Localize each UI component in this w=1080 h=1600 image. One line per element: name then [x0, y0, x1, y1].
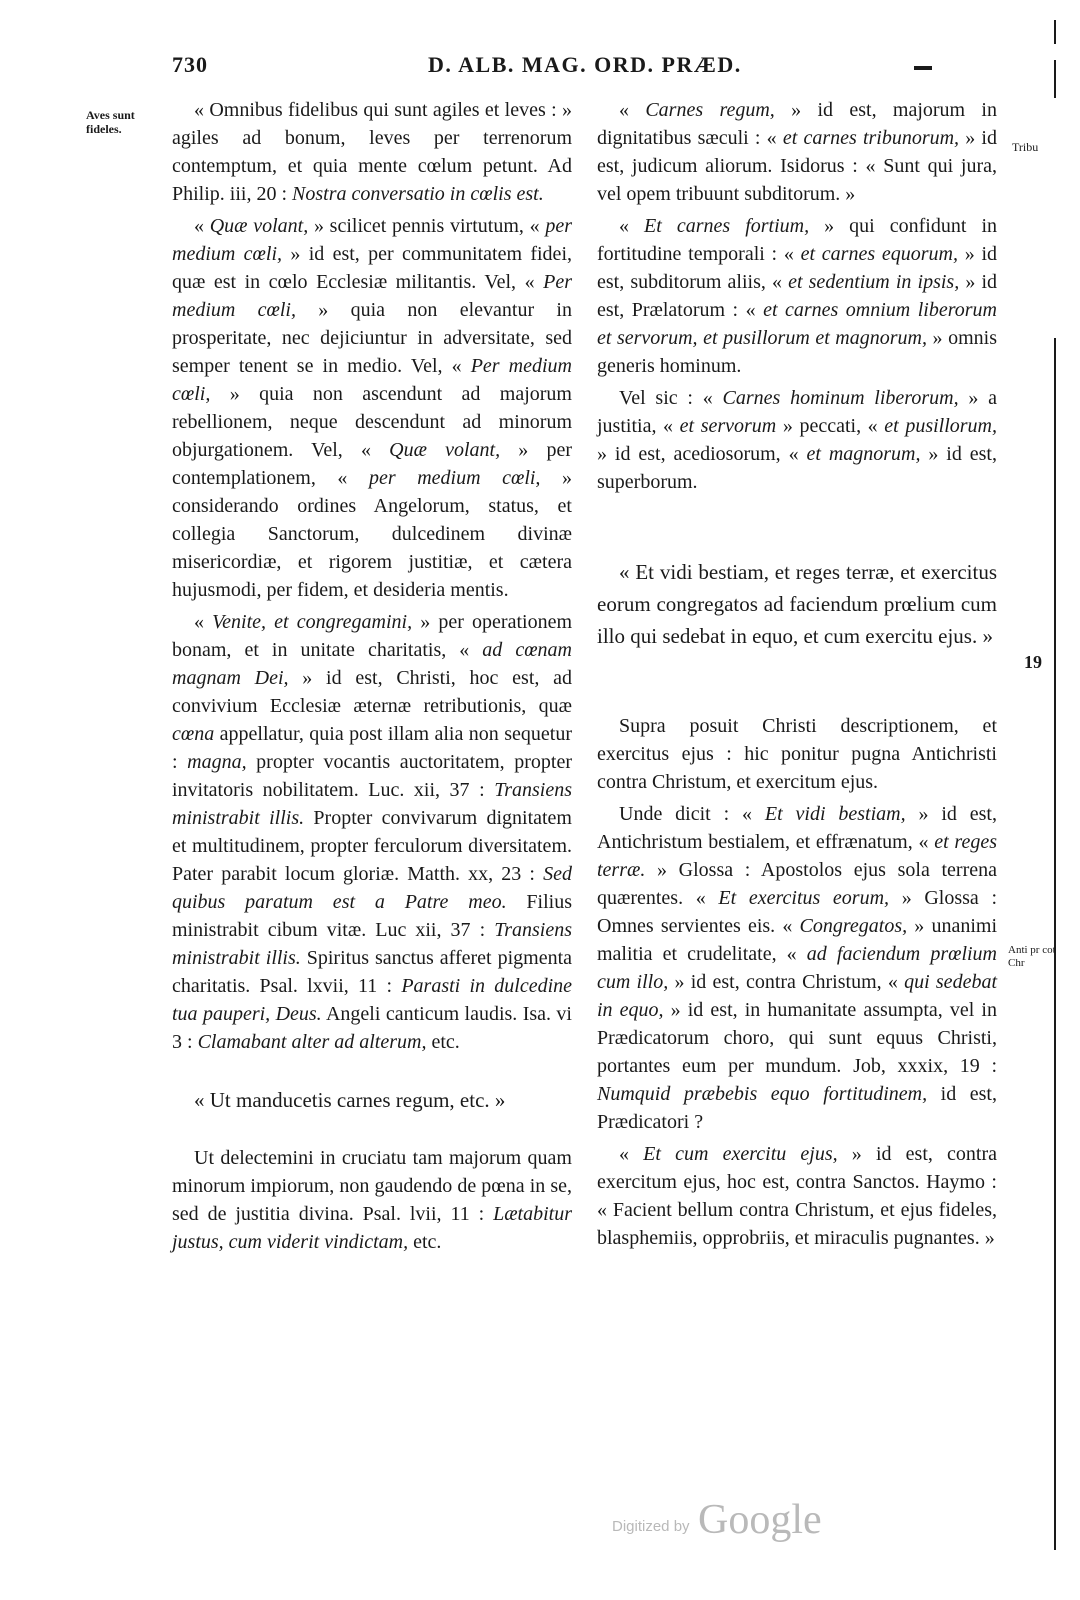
paragraph: Unde dicit : « Et vidi bestiam, » id est, Antichristum bestialem, et effrænatum, « et reges terræ. » Glossa : Apostolos ejus sola terrena quærentes. « Et exercitus eorum, » Glossa : Omnes servientes eis. « Congregatos, » unanimi malitia et crudelitate, « ad faciendum prœlium cum illo, » id est, contra Christum, « qui sedebat in equo, » id est, in humanitate assumpta, vel in Prædicatorum choro, qui sunt equus Christi, portantes eum per mundum. Job, xxxix, 19 : Numquid præbebis equo fortitudinem, id est, Prædicatori ?	[597, 803, 998, 1133]
running-head: D. ALB. MAG. ORD. PRÆD.	[428, 52, 742, 77]
header-dash	[914, 66, 932, 70]
paragraph: « Et carnes fortium, » qui confidunt in fortitudine temporali : « et carnes equorum, » id est, subditorum aliis, « et sedentium in ipsis, » id est, Prælatorum : « et carnes omnium liberorum et servorum, et pusillorum et magnorum, » omnis generis hominum.	[597, 215, 998, 377]
paragraph: « Quæ volant, » scilicet pennis virtutum, « per medium cœli, » id est, per communitatem fidei, quæ est in cœlo Ecclesiæ militantis. Vel, « Per medium cœli, » quia non elevantur in prosperitate, nec dejiciuntur in adversitate, sed semper tenent se in medio. Vel, « Per medium cœli, » quia non ascendunt ad majorum rebellionem, neque descendunt ad minorum objurgationem. Vel, « Quæ volant, » per contemplationem, « per medium cœli, » considerando ordines Angelorum, status, et collegia Sanctorum, dulcedinem divinæ misericordiæ, et rigorem justitiæ, et cætera hujusmodi, per fidem, et desideria mentis.	[172, 215, 573, 601]
margin-note-right-2: Anti pr cot Chr	[1008, 944, 1056, 969]
paragraph: Ut delectemini in cruciatu tam majorum quam minorum impiorum, non gaudendo de pœna in se, sed de justitia divina. Psal. lvii, 11 : Lætabitur justus, cum viderit vindictam, etc.	[172, 1147, 572, 1253]
verse-quote: « Et vidi bestiam, et reges terræ, et exercitus eorum congregatos ad faciendum prœlium cum illo qui sedebat in equo, et cum exercitu ejus. »	[597, 560, 997, 648]
margin-note-left: Aves sunt fideles.	[86, 108, 135, 136]
paragraph: « Omnibus fidelibus qui sunt agiles et leves : » agiles ad bonum, leves per terrenorum contemptum, et quia mente cœlum petunt. Ad Philip. iii, 20 : Nostra conversatio in cœlis est.	[172, 99, 572, 205]
paragraph: « Carnes regum, » id est, majorum in dignitatibus sæculi : « et carnes tribunorum, » id est, judicum aliorum. Isidorus : « Sunt qui jura, vel opem tribuunt subditorum. »	[597, 99, 997, 205]
digitized-watermark	[612, 1496, 832, 1546]
page-header	[0, 52, 1080, 86]
verse-quote: « Ut manducetis carnes regum, etc. »	[194, 1088, 506, 1112]
paragraph: « Venite, et congregamini, » per operationem bonam, et in unitate charitatis, « ad cœnam magnam Dei, » id est, Christi, hoc est, ad convivium Ecclesiæ æternæ retributionis, quæ cœna appellatur, quia post illam alia non sequetur : magna, propter vocantis auctoritatem, propter invitatoris nobilitatem. Luc. xii, 37 : Transiens ministrabit illis. Propter convivarum dignitatem et multitudinem, propter ferculorum diversitatem. Pater parabit locum gloriæ. Matth. xx, 23 : Sed quibus paratum est a Patre meo. Filius ministrabit cibum vitæ. Luc xii, 37 : Transiens ministrabit illis. Spiritus sanctus afferet pigmenta charitatis. Psal. lxvii, 11 : Parasti in dulcedine tua pauperi, Deus. Angeli canticum laudis. Isa. vi 3 : Clamabant alter ad alterum, etc.	[172, 611, 573, 1053]
margin-note-right: Tribu	[1012, 140, 1039, 154]
paragraph: « Et cum exercitu ejus, » id est, contra exercitum ejus, hoc est, contra Sanctos. Haymo : « Facient bellum contra Christum, et ejus fideles, blasphemiis, opprobriis, et miraculis pugnantes. »	[597, 1143, 998, 1249]
paragraph: Supra posuit Christi descriptionem, et exercitus ejus : hic ponitur pugna Antichristi contra Christum, et exercitum ejus.	[597, 715, 997, 793]
watermark-prefix: Digitized by	[612, 1518, 690, 1535]
paragraph: Vel sic : « Carnes hominum liberorum, » a justitia, « et servorum » peccati, « et pusillorum, » id est, acediosorum, « et magnorum, » id est, superborum.	[597, 387, 997, 493]
page-edge-rule	[1054, 20, 1056, 1550]
left-column	[172, 96, 572, 1260]
right-column	[597, 96, 997, 1256]
verse-number: 19	[1024, 652, 1042, 672]
page-number: 730	[172, 52, 208, 77]
watermark-brand: Google	[698, 1497, 822, 1543]
